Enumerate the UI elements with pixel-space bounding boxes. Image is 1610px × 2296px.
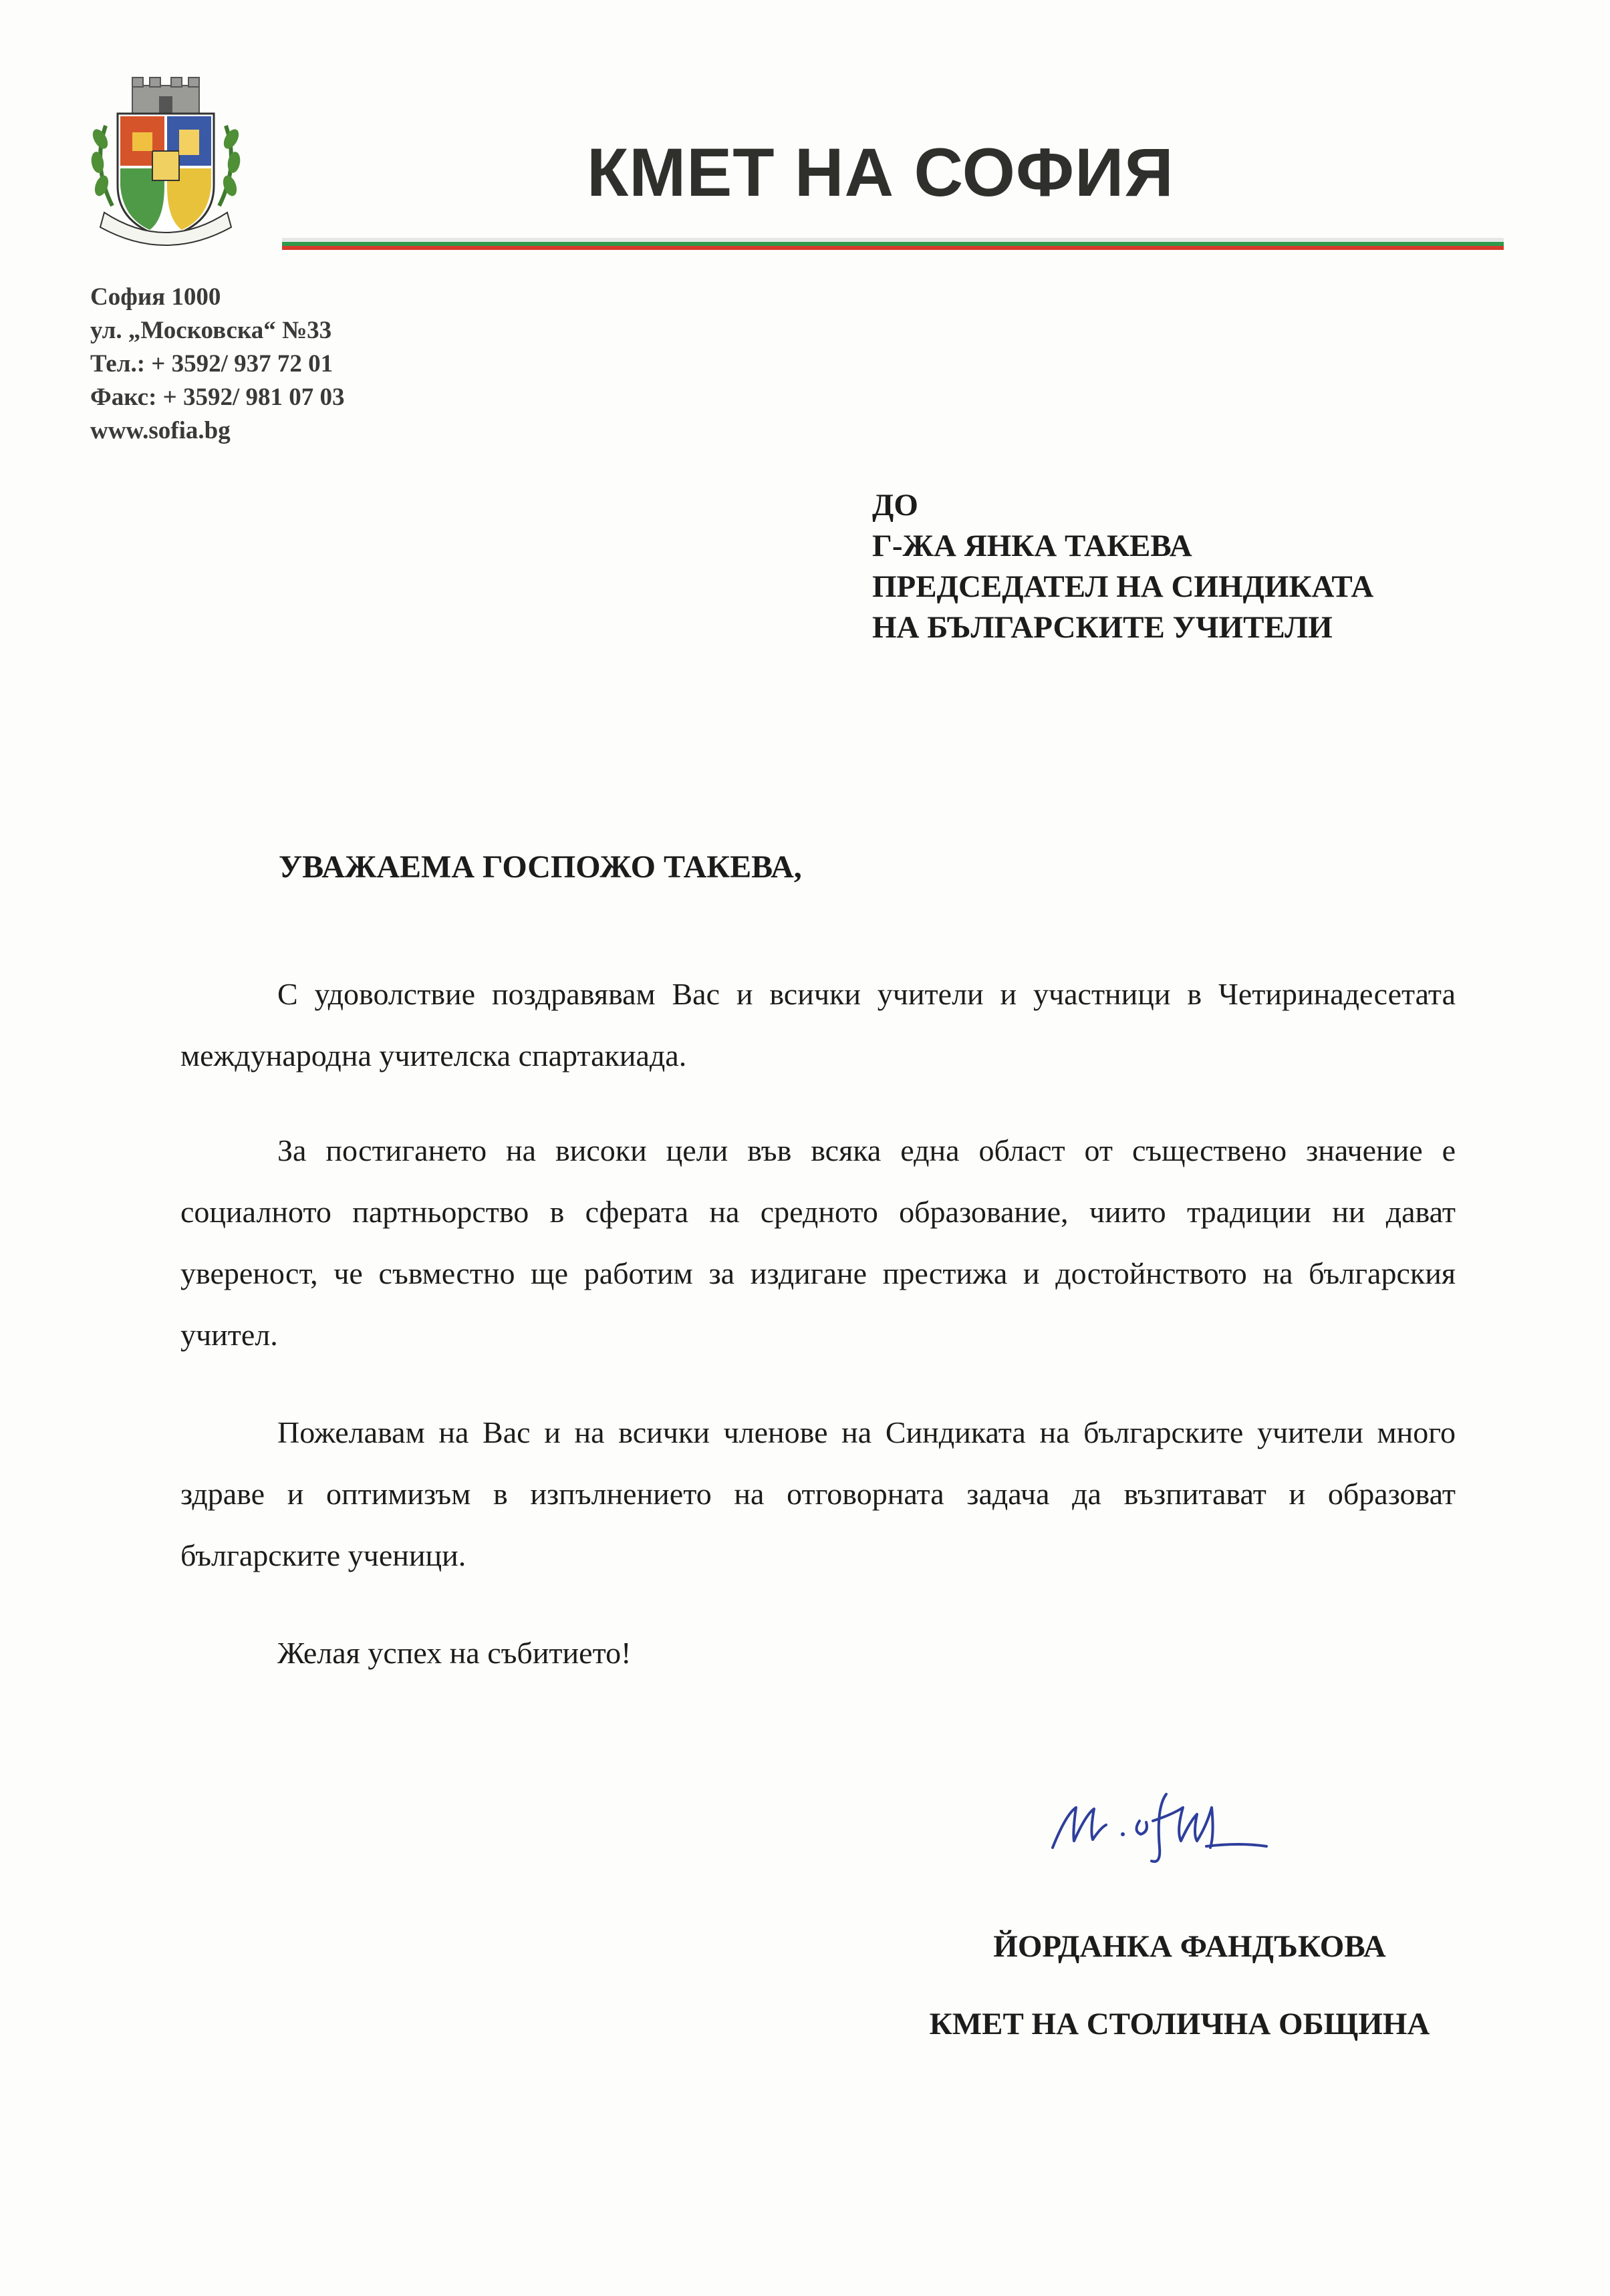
letterhead-title: КМЕТ НА СОФИЯ xyxy=(587,134,1174,210)
recipient-line: ПРЕДСЕДАТЕЛ НА СИНДИКАТА xyxy=(872,569,1374,604)
address-street: ул. „Московска“ №33 xyxy=(90,317,332,344)
tricolor-rule xyxy=(282,238,1504,250)
recipient-block xyxy=(872,485,1373,648)
tricolor-red-stripe xyxy=(282,246,1504,250)
handwritten-signature xyxy=(1039,1767,1293,1868)
signer-name: ЙОРДАНКА ФАНДЪКОВА xyxy=(993,1929,1386,1964)
address-city: София 1000 xyxy=(90,283,221,311)
recipient-line: ДО xyxy=(872,488,918,523)
sofia-coat-of-arms-icon xyxy=(86,72,246,251)
address-phone: Тел.: + 3592/ 937 72 01 xyxy=(90,350,333,378)
address-fax: Факс: + 3592/ 981 07 03 xyxy=(90,384,345,411)
signer-position: КМЕТ НА СТОЛИЧНА ОБЩИНА xyxy=(929,2007,1430,2041)
paragraph-text: С удоволствие поздравявам Вас и всички учители и участници в Четиринадесетата международна учителска спартакиада. xyxy=(180,977,1456,1072)
paragraph-text: За постигането на високи цели във всяка една област от съществено значение е социалното партньорство в сферата на средното образование, чиито традиции ни дават увереност, че съвместно ще работим за издигане престижа и достойнството на българския учител. xyxy=(180,1133,1456,1352)
sender-address xyxy=(90,281,345,448)
recipient-line: НА БЪЛГАРСКИТЕ УЧИТЕЛИ xyxy=(872,610,1333,645)
paragraph-text: Желая успех на събитието! xyxy=(277,1636,632,1670)
address-website: www.sofia.bg xyxy=(90,417,231,444)
body-paragraph-4 xyxy=(180,1622,1456,1684)
body-paragraph-3 xyxy=(180,1402,1456,1586)
body-paragraph-1 xyxy=(180,964,1456,1087)
signer-block xyxy=(872,1908,1487,2063)
body-paragraph-2 xyxy=(180,1120,1456,1366)
recipient-line: Г-ЖА ЯНКА ТАКЕВА xyxy=(872,529,1192,563)
paragraph-text: Пожелавам на Вас и на всички членове на Синдиката на българските учители много здраве и оптимизъм в изпълнението на отговорната задача да възпитават и образоват българските ученици. xyxy=(180,1415,1456,1572)
salutation: УВАЖАЕМА ГОСПОЖО ТАКЕВА, xyxy=(279,849,802,885)
